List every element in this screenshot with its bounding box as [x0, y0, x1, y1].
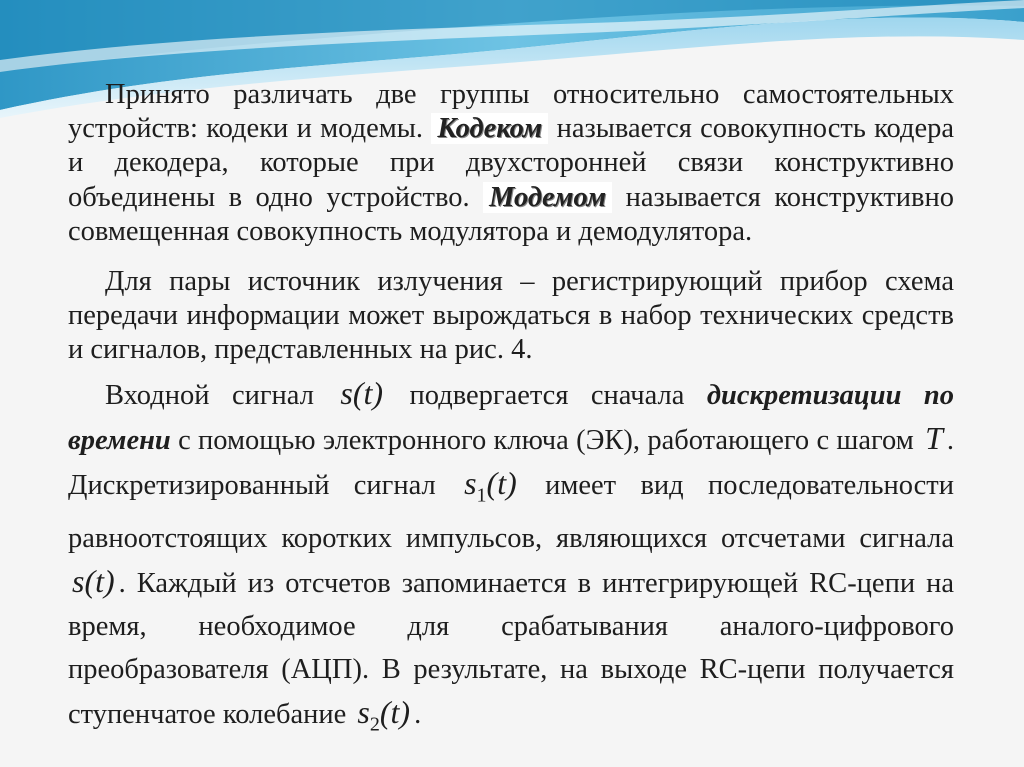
p3-t1: Входной сигнал [105, 379, 337, 411]
term-time-sampling: дискретизации по времени [68, 379, 955, 456]
p1-text-a: Принято различать две группы относительно самостоятельных устройств: кодеки и модемы. [68, 79, 954, 145]
p3-t4: . Дискретизированный сигнал [68, 424, 954, 501]
slide-body [68, 78, 954, 746]
paragraph-codecs-modems [68, 78, 954, 249]
math-s-t: s(t) [340, 374, 384, 411]
math-s-t-2: s(t) [72, 563, 115, 600]
paragraph-sampling [68, 372, 954, 747]
p1-text-c: называется конструктивно совмещенная совокупность модулятора и демодулятора. [68, 181, 954, 247]
p3-t7: . [414, 699, 422, 731]
math-s2-t: $s_2(t)$ [357, 694, 411, 736]
p2-text: Для пары источник излучения – регистрирующий прибор схема передачи информации может вырождаться в набор технических средств и сигналов, представленных на рис. 4. [68, 266, 954, 366]
math-s1-t: $s_1(t)$ [464, 464, 517, 507]
p3-t3: с помощью электронного ключа (ЭК), работающего с шагом [170, 424, 922, 456]
math-T: T [925, 419, 943, 456]
keyword-modem: Модемом [483, 182, 612, 213]
keyword-codec: Кодеком [431, 113, 548, 144]
p1-text-b: называется совокупность кодера и декодера, которые при двухсторонней связи конструктивно объединены в одно устройство. [68, 113, 954, 213]
p3-t6: . Каждый из отсчетов запоминается в интегрирующей RC-цепи на время, необходимое для срабатывания аналого-цифрового преобразователя (АЦП). В результате, на выходе RC-цепи получается ступенчатое колебание [68, 568, 954, 731]
paragraph-transmission-scheme [68, 265, 954, 368]
p3-t2: подвергается сначала [387, 379, 707, 411]
p3-t5: имеет вид последовательности равноотстоящих коротких импульсов, являющихся отсчетами сигнала [68, 469, 955, 555]
